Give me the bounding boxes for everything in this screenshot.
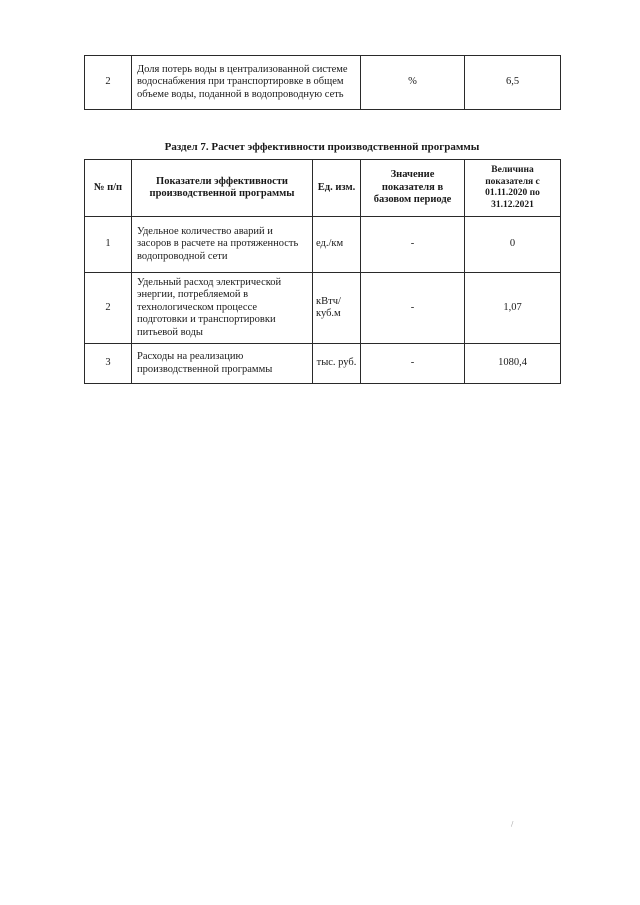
indicator-name: Доля потерь воды в централизованной системе водоснабжения при транспортировке в общем объеме воды, поданной в водопроводную сеть: [132, 56, 361, 110]
row-number: 2: [85, 273, 132, 344]
header-value: Величина показателя с 01.11.2020 по 31.12.2021: [465, 160, 561, 217]
value-cell: 0: [465, 217, 561, 273]
header-unit: Ед. изм.: [313, 160, 361, 217]
previous-section-table: [84, 55, 561, 110]
indicator-name: Расходы на реализацию производственной программы: [132, 344, 313, 384]
indicator-name: Удельный расход электрической энергии, потребляемой в технологическом процессе подготовки и транспортировки питьевой воды: [132, 273, 313, 344]
value-cell: 1,07: [465, 273, 561, 344]
indicator-name: Удельное количество аварий и засоров в расчете на протяженность водопроводной сети: [132, 217, 313, 273]
value-cell: 6,5: [465, 56, 561, 110]
efficiency-table: [84, 159, 561, 384]
table-row: [85, 344, 561, 384]
unit-cell: кВтч/ куб.м: [313, 273, 361, 344]
header-num: № п/п: [85, 160, 132, 217]
base-value-cell: -: [361, 344, 465, 384]
base-value-cell: -: [361, 273, 465, 344]
header-indicator: Показатели эффективности производственной программы: [132, 160, 313, 217]
unit-cell: %: [361, 56, 465, 110]
table-row: [85, 217, 561, 273]
base-value-cell: -: [361, 217, 465, 273]
row-number: 2: [85, 56, 132, 110]
value-cell: 1080,4: [465, 344, 561, 384]
scan-mark: /: [511, 820, 514, 828]
section-title: Раздел 7. Расчет эффективности производственной программы: [164, 141, 480, 153]
table-row: [85, 56, 561, 110]
unit-cell: тыс. руб.: [313, 344, 361, 384]
row-number: 1: [85, 217, 132, 273]
unit-cell: ед./км: [313, 217, 361, 273]
table-header-row: [85, 160, 561, 217]
table-row: [85, 273, 561, 344]
row-number: 3: [85, 344, 132, 384]
header-base: Значение показателя в базовом периоде: [361, 160, 465, 217]
